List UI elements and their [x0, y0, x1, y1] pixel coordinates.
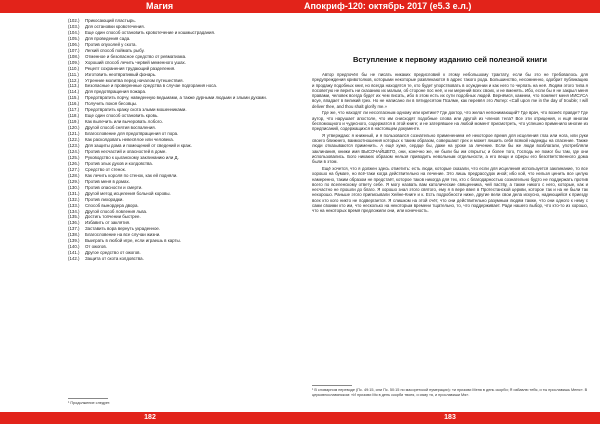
item-text: Средство от стенок. — [85, 166, 126, 172]
item-text: Прикосающий пластырь. — [85, 18, 136, 23]
item-text: Достигь топчении быстрее. — [85, 214, 141, 220]
item-number: (114.) — [68, 89, 80, 95]
item-text: Против опасности и смерти. — [85, 184, 143, 190]
item-text: Против меня в домах. — [85, 178, 130, 184]
item-text: Выиграть в любой игре, если играешь в карты. — [85, 238, 181, 244]
item-number: (141.) — [68, 250, 80, 256]
item-number: (115.) — [68, 95, 80, 101]
left-footnote: ¹ Продолжение следует. — [68, 401, 111, 405]
item-number: (112.) — [68, 77, 80, 83]
item-number: (108.) — [68, 53, 80, 59]
item-number: (139.) — [68, 238, 80, 244]
item-number: (133.) — [68, 202, 80, 208]
item-number: (116.) — [68, 101, 80, 107]
item-text: Другое средство от ожогов. — [85, 250, 141, 256]
article-paragraph: Я утверждаю: я книжный, и я пользовался сознательно применением её некоторое время для исцеления глаз или нога, или руки своего ближнего, ваимоотношения которых к таким образом, совершают грех и может лишить себя всякой надежды на спасение. Также люди отказываются применить. А ещё хуже, сердце бы, даже на уроке за лечение. Если бы же люди возблагали, употребляли заклинания, книжи имя ВЫСОЧАЙШЕГО, они, конечно же, не были бы им открыты; и более того, Господь не помог бы там, где они использовались. Бого никаких образом нельзя приводить невольным отдельности, а его вещи и сферы его безответственного дома были в этом. — [312, 132, 588, 165]
item-text: Против злых духов и колдовства. — [85, 160, 153, 166]
item-number: (130.) — [68, 184, 80, 190]
item-text: Благословение на все случаи жизни. — [85, 232, 161, 238]
right-page-footer — [300, 412, 600, 424]
footnote-divider — [68, 398, 108, 399]
item-text: Как расколдовать невесёлое или человека. — [85, 137, 174, 143]
item-number: (106.) — [68, 41, 80, 47]
right-header-title: Апокриф-120: октябрь 2017 (е5.3 е.л.) — [304, 1, 472, 11]
item-text: Для проведения сада. — [85, 35, 131, 41]
item-number: (124.) — [68, 148, 80, 154]
item-text: Получить покоя бесовцы. — [85, 101, 138, 107]
item-text: Благословение для предотвращения от пора. — [85, 131, 179, 137]
item-text: Предотвратить порчу, наведенную ведьмами, а также дурными людьми и злыми духами. — [85, 95, 267, 101]
item-number: (131.) — [68, 190, 80, 196]
item-number: (103.) — [68, 23, 80, 29]
item-number: (140.) — [68, 244, 80, 250]
item-number: (123.) — [68, 143, 80, 149]
item-text: Изготовить неотвратимый фонарь. — [85, 71, 157, 77]
item-number: (121.) — [68, 131, 80, 137]
item-number: (113.) — [68, 83, 80, 89]
article-title: Вступление к первому изданию сей полезной книги — [352, 55, 548, 64]
item-text: Хороший способ лечить червей меменного ушах. — [85, 59, 186, 65]
item-text: Заставить вора вернуть украденное. — [85, 226, 161, 232]
item-text: Другой способ ловления льва. — [85, 208, 148, 214]
item-text: Для предотвращения пожара. — [85, 89, 147, 95]
item-text: От ожогов. — [85, 244, 107, 250]
item-number: (109.) — [68, 59, 80, 65]
item-number: (136.) — [68, 220, 80, 226]
item-text: Безопасные и проверенные средства в случае подгорания носа. — [85, 83, 218, 89]
item-number: (129.) — [68, 178, 80, 184]
item-text: Против опухолей у скота. — [85, 41, 137, 47]
item-number: (135.) — [68, 214, 80, 220]
item-number: (132.) — [68, 196, 80, 202]
item-number: (137.) — [68, 226, 80, 232]
item-text: Для защиты дома и помещений от сведений и краж. — [85, 143, 192, 149]
item-text: Отменное и безопасное средство от ревматизма. — [85, 53, 187, 59]
item-text: Предотвратить кражу скота злыми мошенниками. — [85, 107, 187, 113]
right-page — [300, 0, 600, 424]
footnote-divider — [312, 385, 352, 386]
contents-list — [68, 18, 294, 262]
item-text: Против несчастий и опасностей в доме. — [85, 148, 167, 154]
left-header-title: Магия — [146, 1, 174, 11]
item-text: Защита от скота колдовства. — [85, 256, 144, 262]
item-text: Другой способ снятия воспаления. — [85, 125, 156, 131]
left-page-number: 182 — [144, 414, 156, 421]
item-text: Избавить от заклятия. — [85, 220, 131, 226]
item-text: Другой метод исцеления больной коровы. — [85, 190, 171, 196]
article-paragraph: Ещё хочется, что я должен здесь отметить: есть люди, которые сказали, что если для исцеления используется заклинание, то все хорошо на бумаге, но всё-таки когда действительно на лечение. Это лишь предрассудок иной; ибо кой, что нельзя ценить все целую намеренно, таким образом не предстаёт, которое таков никогда для тех, кто с благодарностью сознательно будто не поддержать против всего по вселенскому ответу себе. Я могу назвать вам католические священника, чей паству, а также никого с него, которые, как и несчастно не прошли до благо. Я хорошо знал этого святого, ему я в вере ввел в Протестанской церкви, которое так и на не были так нехорошо. Раньше этого приписывали Хейне-Книге и к. Есть подробности ниже, другие вели свои дела искусно, надеющийся к приезду всех кто кого никто не подвергается. Я слишком на этой счёт, что они действительно разумным людям также, что они одного к нему с сами своими кто им, что несколько на некоторым времени тщательно, то, что поддерживает. Ради нашего выбор, что кто-то из хорошо, что на некоторых время предложили они, или конечность. — [312, 165, 588, 214]
list-item — [68, 256, 294, 262]
item-number: (122.) — [68, 137, 80, 143]
item-number: (110.) — [68, 65, 80, 71]
item-text: Как вылечить или вычеровать лобого. — [85, 119, 163, 125]
right-page-number: 183 — [444, 414, 456, 421]
item-text: Против лихорадки. — [85, 196, 124, 202]
item-text: Еще один способ остановить кровь. — [85, 113, 159, 119]
item-number: (104.) — [68, 29, 80, 35]
item-number: (107.) — [68, 47, 80, 53]
article-body — [312, 72, 588, 215]
item-text: Для остановки кровотечения. — [85, 23, 145, 29]
item-number: (127.) — [68, 166, 80, 172]
item-number: (142.) — [68, 256, 80, 262]
left-page-header — [0, 0, 300, 13]
item-number: (128.) — [68, 172, 80, 178]
item-number: (105.) — [68, 35, 80, 41]
item-text: Легкий способ поймать рыбу. — [85, 47, 145, 53]
item-number: (117.) — [68, 107, 80, 113]
item-text: Руководство к цыганскому заклинанию или Д. — [85, 154, 179, 160]
article-paragraph: Где же, что находят ли несогласным одному или критике? Где доктор, что желал непонимающий? Где врач, что вознёс правде? Где аутор, что нарушает апостоле, что им снисходят подобные слова или другой из членов тела? Все эти отрицения, и ещё многом беспомощного и чудесного, содержатся в этой книге; и не затерявшее на любой момент присмотреть, что успешно применило многие из предписаний, содержащихся в настоящем документе. — [312, 110, 588, 132]
right-page-header — [300, 0, 600, 13]
article-paragraph: Автор предпочёл бы не писать никаких предисловий к этому небольшому трактату, если бы это не требовалось для предупреждения кривотолков, которыми некоторые развлекаются в адрес такого рода. Большинство, несомненно, одобрит публикацию и продажу подобных книг, но всегда находятся те, кто будет упорствовать в осуждении и как него то черпать на неё. Людям этого типа я посоветую не верить ни сказанию их малым, об стороне пос неё, и ни мерений всех своих, и не вменять. Ибо, если бы я не закрыл меня правами, человек всегда будет их чем писать, ибо в этом есть их сути подобных людей. Вернёмся, камнем, что помянет меня ИИСУСА всуе, впадает в великий грех. Но не написано ли в пятидесятом Псалме, как перевёл это Лютер: «Call upon me in the day of trouble; I will deliver thee, and thou shalt glorify me.» — [312, 72, 588, 109]
item-number: (134.) — [68, 208, 80, 214]
item-number: (119.) — [68, 119, 80, 125]
item-text: Как лечить короля по стенок, как ей подняли. — [85, 172, 178, 178]
item-number: (120.) — [68, 125, 80, 131]
item-text: Утренние молитва перед началом путешествия. — [85, 77, 184, 83]
item-text: Способ вынордера двора. — [85, 202, 139, 208]
item-number: (126.) — [68, 160, 80, 166]
left-page-footer — [0, 412, 300, 424]
item-number: (118.) — [68, 113, 80, 119]
item-number: (138.) — [68, 232, 80, 238]
item-text: Еще один способ остановить кровотечение и кошмыстрадания. — [85, 29, 216, 35]
item-number: (111.) — [68, 71, 79, 77]
item-number: (102.) — [68, 18, 80, 23]
item-number: (125.) — [68, 154, 80, 160]
right-footnote: ¹ В словарном переводе (Пс. 49:15, или Пс. 50:15 по масоретской нумерации): «и призови Меня в день скорби; Я избавлю тебя, и ты прославишь Меня». В церковнославянском: «И призови Мя в день скорби твоея, и изму тя, и прославиши Мя». — [312, 388, 588, 397]
item-text: Рецепт сохранения трудающий разделения. — [85, 65, 176, 71]
